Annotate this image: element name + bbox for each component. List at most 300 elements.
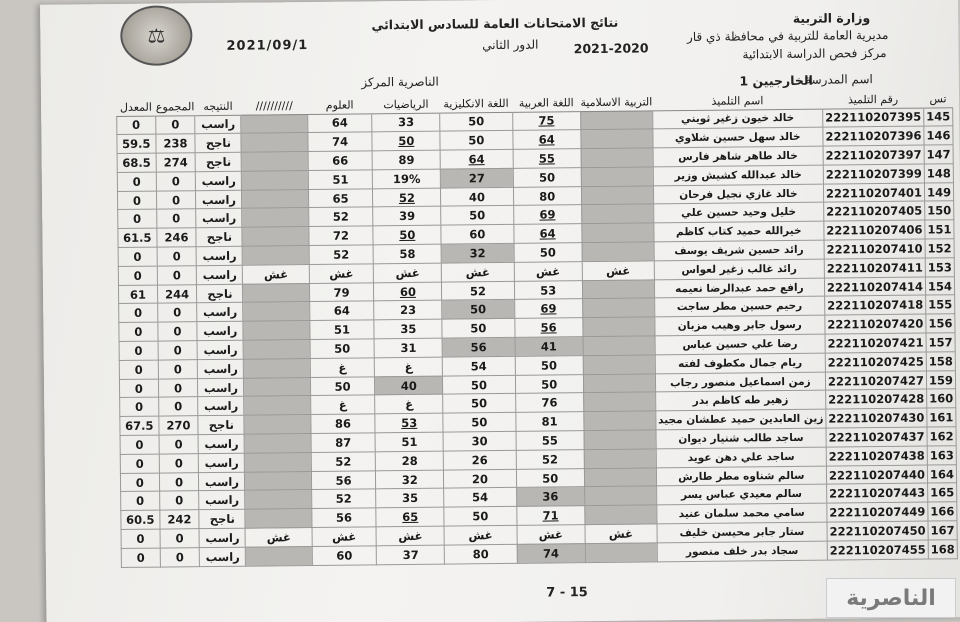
grade-math: 33	[372, 113, 440, 133]
grade-science: 51	[310, 320, 375, 339]
grade-religion	[581, 148, 653, 168]
total-cell: 0	[159, 491, 199, 510]
grade-extra	[242, 227, 308, 246]
total-cell: 0	[156, 190, 196, 209]
grade-arabic: 80	[513, 186, 582, 206]
grade-religion	[583, 298, 655, 318]
grade-english: 30	[443, 431, 515, 451]
result-cell: راسب	[199, 528, 245, 547]
average-cell: 60.5	[121, 510, 160, 529]
row-index: 149	[924, 182, 953, 201]
grade-arabic: 41	[515, 337, 584, 357]
grade-english: 40	[441, 187, 513, 207]
grade-arabic: 76	[515, 393, 584, 413]
student-name: خالد طاهر شاهر فارس	[653, 146, 823, 167]
grade-religion	[584, 411, 656, 431]
exam-number: 222110207428	[826, 389, 927, 409]
grade-arabic: 71	[516, 506, 585, 526]
student-name: ساجد علي دهن عويد	[656, 447, 826, 468]
ministry-emblem-icon: ⚖	[120, 5, 193, 66]
average-cell: 0	[120, 435, 159, 454]
grade-extra	[244, 415, 310, 434]
grade-arabic: 50	[516, 468, 585, 488]
grade-science: 56	[312, 508, 377, 527]
grade-math: 58	[373, 244, 441, 264]
average-cell: 0	[118, 247, 157, 266]
grade-extra	[244, 340, 310, 359]
average-cell: 0	[119, 304, 158, 323]
average-cell: 0	[119, 341, 158, 360]
ministry-name: وزارة التربية	[792, 10, 871, 26]
grade-extra	[242, 170, 308, 189]
col-religion: التربية الاسلامية	[580, 88, 652, 111]
grade-english: غش	[444, 525, 516, 545]
average-cell: 0	[117, 116, 156, 135]
grade-religion	[583, 355, 655, 375]
grade-english: 60	[441, 225, 513, 245]
grade-extra	[244, 377, 310, 396]
total-cell: 0	[158, 360, 198, 379]
grade-extra	[241, 114, 307, 133]
grade-religion	[582, 204, 654, 224]
grade-math: غ	[375, 357, 443, 377]
grade-science: 66	[308, 151, 373, 170]
total-cell: 0	[158, 397, 198, 416]
grade-english: 50	[442, 319, 514, 339]
result-cell: راسب	[197, 340, 243, 359]
grade-extra	[244, 358, 310, 377]
grade-religion	[582, 223, 654, 243]
result-cell: راسب	[197, 303, 243, 322]
grade-english: 50	[443, 394, 515, 414]
average-cell: 68.5	[117, 153, 156, 172]
grade-science: 51	[308, 170, 373, 189]
grade-math: غش	[376, 526, 444, 546]
result-cell: راسب	[195, 115, 241, 134]
grade-science: 52	[311, 489, 376, 508]
grade-english: 27	[441, 168, 513, 188]
col-average: المعدل	[116, 94, 155, 116]
grade-science: 60	[312, 546, 377, 565]
grade-extra	[243, 321, 309, 340]
grade-religion	[581, 129, 653, 149]
grade-math: 89	[372, 150, 440, 170]
total-cell: 0	[157, 303, 197, 322]
exam-number: 222110207395	[823, 108, 924, 128]
row-index: 156	[926, 314, 955, 333]
exam-number: 222110207396	[823, 126, 924, 146]
grade-extra: غش	[243, 264, 309, 283]
grade-english: 56	[442, 337, 514, 357]
exam-number: 222110207430	[826, 408, 927, 428]
grade-arabic: 69	[514, 299, 583, 319]
grade-extra	[245, 490, 311, 509]
total-cell: 0	[158, 322, 198, 341]
grade-religion	[582, 280, 654, 300]
grade-religion	[584, 392, 656, 412]
result-cell: راسب	[196, 209, 242, 228]
student-name: رضا علي حسين عباس	[655, 334, 825, 355]
row-index: 162	[927, 427, 956, 446]
result-cell: راسب	[199, 472, 245, 491]
row-index: 150	[925, 201, 954, 220]
row-index: 152	[925, 239, 954, 258]
grade-math: 53	[375, 413, 443, 433]
center-name: مركز فحص الدراسة الابتدائية	[742, 45, 887, 62]
page-number: 7 - 15	[546, 585, 588, 601]
average-cell: 0	[121, 492, 160, 511]
total-cell: 244	[157, 284, 197, 303]
col-student-name: اسم التلميذ	[652, 87, 822, 111]
total-cell: 0	[155, 115, 195, 134]
student-name: زين العابدين حميد عطشان مجيد	[656, 409, 826, 430]
grade-english: 54	[443, 356, 515, 376]
student-name: سامي محمد سلمان عنيد	[657, 503, 827, 524]
row-index: 154	[925, 276, 954, 295]
result-cell: راسب	[197, 265, 243, 284]
school-name: الخارجيين 1	[739, 72, 813, 89]
document-page	[40, 0, 960, 622]
grade-science: 86	[311, 414, 376, 433]
exam-round: الدور الثاني	[482, 37, 539, 53]
grade-science: 87	[311, 433, 376, 452]
exam-number: 222110207425	[825, 352, 926, 372]
grade-religion	[584, 430, 656, 450]
row-index: 155	[926, 295, 955, 314]
total-cell: 270	[159, 416, 199, 435]
row-index: 165	[928, 483, 957, 502]
student-name: خيرالله حميد كتاب كاظم	[654, 221, 824, 242]
grade-arabic: غش	[514, 262, 583, 282]
result-cell: راسب	[196, 246, 242, 265]
exam-number: 222110207405	[824, 202, 925, 222]
grade-religion	[584, 449, 656, 469]
result-cell: ناجح	[195, 134, 241, 153]
student-name: سجاد بدر خلف منصور	[657, 541, 827, 562]
grade-extra	[242, 152, 308, 171]
grade-extra	[245, 452, 311, 471]
grade-religion: غش	[585, 524, 657, 544]
grade-arabic: 74	[517, 543, 586, 563]
exam-number: 222110207420	[825, 314, 926, 334]
row-index: 166	[928, 502, 957, 521]
grade-english: 32	[441, 243, 513, 263]
row-index: 145	[924, 107, 953, 126]
row-index: 151	[925, 220, 954, 239]
row-index: 167	[928, 521, 957, 540]
result-cell: راسب	[197, 321, 243, 340]
student-name: خالد خيون زغير ثويني	[652, 109, 822, 130]
total-cell: 0	[159, 454, 199, 473]
grade-english: 80	[445, 544, 517, 564]
grade-arabic: 53	[514, 280, 583, 300]
grade-arabic: 64	[512, 130, 581, 150]
student-name: رسول جابر وهيب مزبان	[655, 315, 825, 336]
watermark-logo: الناصرية	[826, 578, 956, 618]
result-cell: راسب	[199, 453, 245, 472]
total-cell: 0	[160, 529, 200, 548]
grade-english: 26	[444, 450, 516, 470]
result-cell: راسب	[198, 434, 244, 453]
grade-math: 37	[377, 545, 445, 565]
grade-english: 50	[441, 206, 513, 226]
row-index: 163	[927, 446, 956, 465]
grade-extra	[241, 133, 307, 152]
total-cell: 246	[157, 228, 197, 247]
average-cell: 0	[119, 360, 158, 379]
col-science: العلوم	[307, 91, 372, 114]
result-cell: ناجح	[197, 284, 243, 303]
total-cell: 0	[159, 435, 199, 454]
student-name: خالد غازي نجيل فرحان	[653, 184, 823, 205]
average-cell: 0	[121, 548, 160, 567]
grade-arabic: 36	[516, 487, 585, 507]
school-label: اسم المدرسة	[805, 72, 873, 87]
grade-religion	[582, 242, 654, 262]
col-extra: //////////	[241, 92, 308, 115]
grade-english: 50	[443, 375, 515, 395]
grade-math: 28	[376, 451, 444, 471]
grade-religion	[581, 110, 653, 130]
grade-extra	[245, 509, 311, 528]
exam-number: 222110207406	[824, 220, 925, 240]
student-name: رائد غالب زغير لعواس	[654, 259, 824, 280]
grade-religion	[581, 186, 653, 206]
grade-math: 52	[373, 188, 441, 208]
total-cell: 0	[156, 209, 196, 228]
grade-arabic: 50	[514, 243, 583, 263]
grade-arabic: 50	[513, 168, 582, 188]
grade-science: 52	[308, 207, 373, 226]
grade-religion	[585, 543, 657, 563]
result-cell: راسب	[199, 491, 245, 510]
grade-extra	[244, 396, 310, 415]
grade-extra: غش	[245, 528, 311, 547]
result-cell: ناجح	[199, 509, 245, 528]
average-cell: 0	[121, 529, 160, 548]
col-arabic: اللغة العربية	[512, 89, 581, 112]
grade-arabic: 55	[516, 431, 585, 451]
grade-extra	[243, 246, 309, 265]
result-cell: راسب	[198, 397, 244, 416]
grade-religion	[584, 468, 656, 488]
total-cell: 0	[160, 547, 200, 566]
total-cell: 0	[156, 172, 196, 191]
row-index: 158	[926, 352, 955, 371]
grade-english: 50	[444, 507, 516, 527]
average-cell: 0	[119, 379, 158, 398]
col-exam-number: رقم التلميذ	[822, 86, 923, 109]
col-english: اللغة الانكليزية	[440, 90, 512, 113]
exam-number: 222110207449	[827, 502, 928, 522]
col-math: الرياضيات	[372, 91, 440, 114]
result-cell: راسب	[198, 378, 244, 397]
grade-arabic: 50	[515, 374, 584, 394]
student-name: خالد عبدالله كشيش وزير	[653, 165, 823, 186]
grade-science: 65	[308, 189, 373, 208]
grade-extra	[246, 546, 312, 565]
grade-science: 50	[310, 376, 375, 395]
row-index: 148	[924, 164, 953, 183]
grade-religion	[583, 336, 655, 356]
result-cell: راسب	[196, 190, 242, 209]
row-index: 147	[924, 145, 953, 164]
academic-year: 2021-2020	[573, 40, 649, 57]
row-index: 161	[927, 408, 956, 427]
grade-science: 64	[309, 301, 374, 320]
student-name: رحيم حسين مطر ساجت	[654, 297, 824, 318]
total-cell: 242	[159, 510, 199, 529]
average-cell: 59.5	[117, 134, 156, 153]
grade-english: 52	[442, 281, 514, 301]
grade-english: 50	[443, 413, 515, 433]
exam-number: 222110207397	[823, 145, 924, 165]
average-cell: 0	[118, 266, 157, 285]
student-name: سالم معيدي عباس يسر	[656, 485, 826, 506]
row-index: 160	[927, 389, 956, 408]
result-cell: ناجح	[196, 227, 242, 246]
grade-extra	[242, 189, 308, 208]
average-cell: 0	[119, 322, 158, 341]
student-name: ساجد طالب شنيار ديوان	[656, 428, 826, 449]
grade-science: 79	[309, 282, 374, 301]
grade-religion	[585, 486, 657, 506]
row-index: 168	[928, 540, 957, 559]
grade-math: 50	[373, 225, 441, 245]
grade-arabic: 64	[513, 224, 582, 244]
grade-english: 50	[442, 300, 514, 320]
grade-math: 35	[374, 319, 442, 339]
grade-religion	[585, 505, 657, 525]
average-cell: 61	[118, 285, 157, 304]
grade-english: 64	[440, 149, 512, 169]
col-result: النتيجه	[195, 93, 241, 115]
col-total: المجموع	[155, 93, 195, 115]
grade-english: 50	[440, 131, 512, 151]
total-cell: 0	[157, 266, 197, 285]
result-cell: راسب	[198, 359, 244, 378]
district-name: الناصرية المركز	[361, 74, 439, 90]
exam-number: 222110207450	[827, 521, 928, 541]
exam-number: 222110207443	[827, 483, 928, 503]
grade-science: 52	[311, 452, 376, 471]
grade-arabic: 56	[514, 318, 583, 338]
table-body	[117, 107, 958, 567]
grade-science: 74	[308, 132, 373, 151]
exam-number: 222110207410	[824, 239, 925, 259]
grade-math: 39	[373, 207, 441, 227]
grade-math: 23	[374, 301, 442, 321]
row-index: 164	[927, 464, 956, 483]
total-cell: 238	[156, 134, 196, 153]
student-name: رائد حسين شريف يوسف	[654, 240, 824, 261]
grade-science: غش	[312, 527, 377, 546]
student-name: سالم شناوه مطر طارش	[656, 466, 826, 487]
result-cell: راسب	[196, 171, 242, 190]
grade-arabic: 52	[516, 449, 585, 469]
grade-english: 50	[440, 112, 512, 132]
exam-number: 222110207427	[825, 371, 926, 391]
grade-math: 65	[376, 507, 444, 527]
grade-math: 51	[375, 432, 443, 452]
grade-arabic: 75	[512, 111, 581, 131]
exam-number: 222110207418	[825, 296, 926, 316]
exam-number: 222110207399	[823, 164, 924, 184]
average-cell: 0	[120, 398, 159, 417]
grade-extra	[242, 208, 308, 227]
row-index: 153	[925, 258, 954, 277]
grade-extra	[243, 283, 309, 302]
results-table	[116, 85, 958, 567]
grade-science: 72	[309, 226, 374, 245]
grade-math: غ	[375, 395, 443, 415]
grade-math: 40	[375, 376, 443, 396]
grade-arabic: 50	[515, 355, 584, 375]
student-name: خليل وحيد حسين علي	[653, 203, 823, 224]
grade-religion	[581, 167, 653, 187]
average-cell: 0	[117, 191, 156, 210]
total-cell: 0	[157, 247, 197, 266]
grade-science: غ	[310, 395, 375, 414]
grade-science: 50	[310, 339, 375, 358]
grade-science: غ	[310, 358, 375, 377]
directorate-name: مديرية العامة للتربية في محافظة ذي قار	[686, 27, 889, 45]
grade-math: 35	[376, 489, 444, 509]
student-name: ريام جمال مكطوف لفته	[655, 353, 825, 374]
grade-religion	[583, 317, 655, 337]
grade-math: 31	[374, 338, 442, 358]
grade-math: 50	[372, 131, 440, 151]
grade-arabic: 81	[515, 412, 584, 432]
grade-english: 54	[444, 488, 516, 508]
student-name: زمن اسماعيل منصور رجاب	[655, 372, 825, 393]
grade-english: غش	[442, 262, 514, 282]
total-cell: 0	[159, 472, 199, 491]
grade-science: غش	[309, 264, 374, 283]
grade-arabic: غش	[517, 525, 586, 545]
exam-number: 222110207437	[826, 427, 927, 447]
total-cell: 0	[158, 341, 198, 360]
grade-english: 20	[444, 469, 516, 489]
exam-number: 222110207438	[826, 446, 927, 466]
average-cell: 0	[120, 454, 159, 473]
result-cell: ناجح	[195, 152, 241, 171]
grade-religion	[583, 374, 655, 394]
average-cell: 0	[117, 172, 156, 191]
grade-math: غش	[374, 263, 442, 283]
grade-math: 19%	[373, 169, 441, 189]
grade-math: 32	[376, 470, 444, 490]
exam-number: 222110207414	[824, 277, 925, 297]
grade-math: 60	[374, 282, 442, 302]
col-index: تس	[923, 85, 952, 107]
grade-arabic: 55	[513, 149, 582, 169]
average-cell: 61.5	[118, 228, 157, 247]
exam-number: 222110207455	[827, 540, 928, 560]
row-index: 146	[924, 126, 953, 145]
result-cell: راسب	[200, 547, 246, 566]
row-index: 159	[926, 370, 955, 389]
grade-extra	[245, 471, 311, 490]
student-name: رافع حمد عبدالرضا نعيمه	[654, 278, 824, 299]
grade-science: 64	[307, 113, 372, 132]
average-cell: 0	[120, 473, 159, 492]
exam-number: 222110207421	[825, 333, 926, 353]
exam-number: 222110207440	[826, 465, 927, 485]
grade-extra	[243, 302, 309, 321]
document-date: 2021/09/1	[226, 37, 309, 54]
student-name: زهير طه كاظم بدر	[655, 391, 825, 412]
